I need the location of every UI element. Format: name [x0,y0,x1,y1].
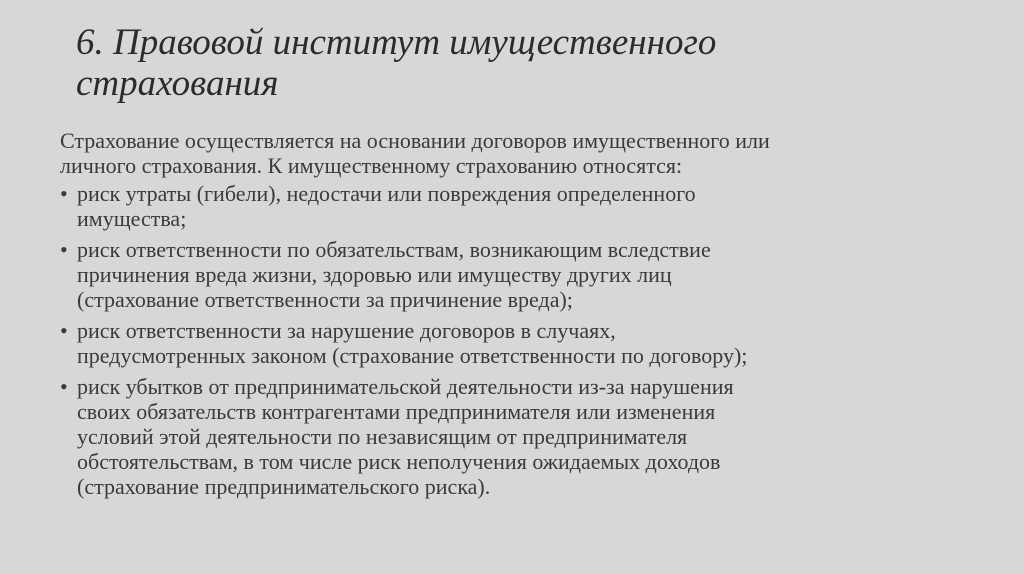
intro-paragraph [60,128,980,178]
list-item-line: своих обязательств контрагентами предпринимателя или изменения [77,399,716,424]
slide-title [76,22,976,104]
slide-title-line: 6. Правовой институт имущественного [76,22,717,63]
list-item-line: риск ответственности за нарушение договоров в случаях, [77,318,616,343]
list-item [60,237,980,312]
list-item-line: риск ответственности по обязательствам, возникающим вследствие [77,237,711,262]
bullet-icon: • [60,237,68,262]
list-item-line: причинения вреда жизни, здоровью или имуществу других лиц [77,262,672,287]
bullet-icon: • [60,374,68,399]
slide-body [60,128,980,505]
bullet-list [60,181,980,499]
list-item-line: (страхование предпринимательского риска). [77,474,491,499]
list-item-line: риск утраты (гибели), недостачи или повреждения определенного [77,181,696,206]
slide-title-line: страхования [76,63,279,104]
list-item [60,181,980,231]
list-item-line: условий этой деятельности по независящим от предпринимателя [77,424,688,449]
bullet-icon: • [60,318,68,343]
list-item [60,374,980,499]
list-item-line: имущества; [77,206,187,231]
list-item [60,318,980,368]
list-item-line: предусмотренных законом (страхование ответственности по договору); [77,343,748,368]
list-item-line: (страхование ответственности за причинение вреда); [77,287,573,312]
list-item-line: риск убытков от предпринимательской деятельности из-за нарушения [77,374,734,399]
list-item-line: обстоятельствам, в том числе риск неполучения ожидаемых доходов [77,449,721,474]
bullet-icon: • [60,181,68,206]
intro-line: личного страхования. К имущественному страхованию относятся: [60,153,683,178]
intro-line: Страхование осуществляется на основании договоров имущественного или [60,128,770,153]
